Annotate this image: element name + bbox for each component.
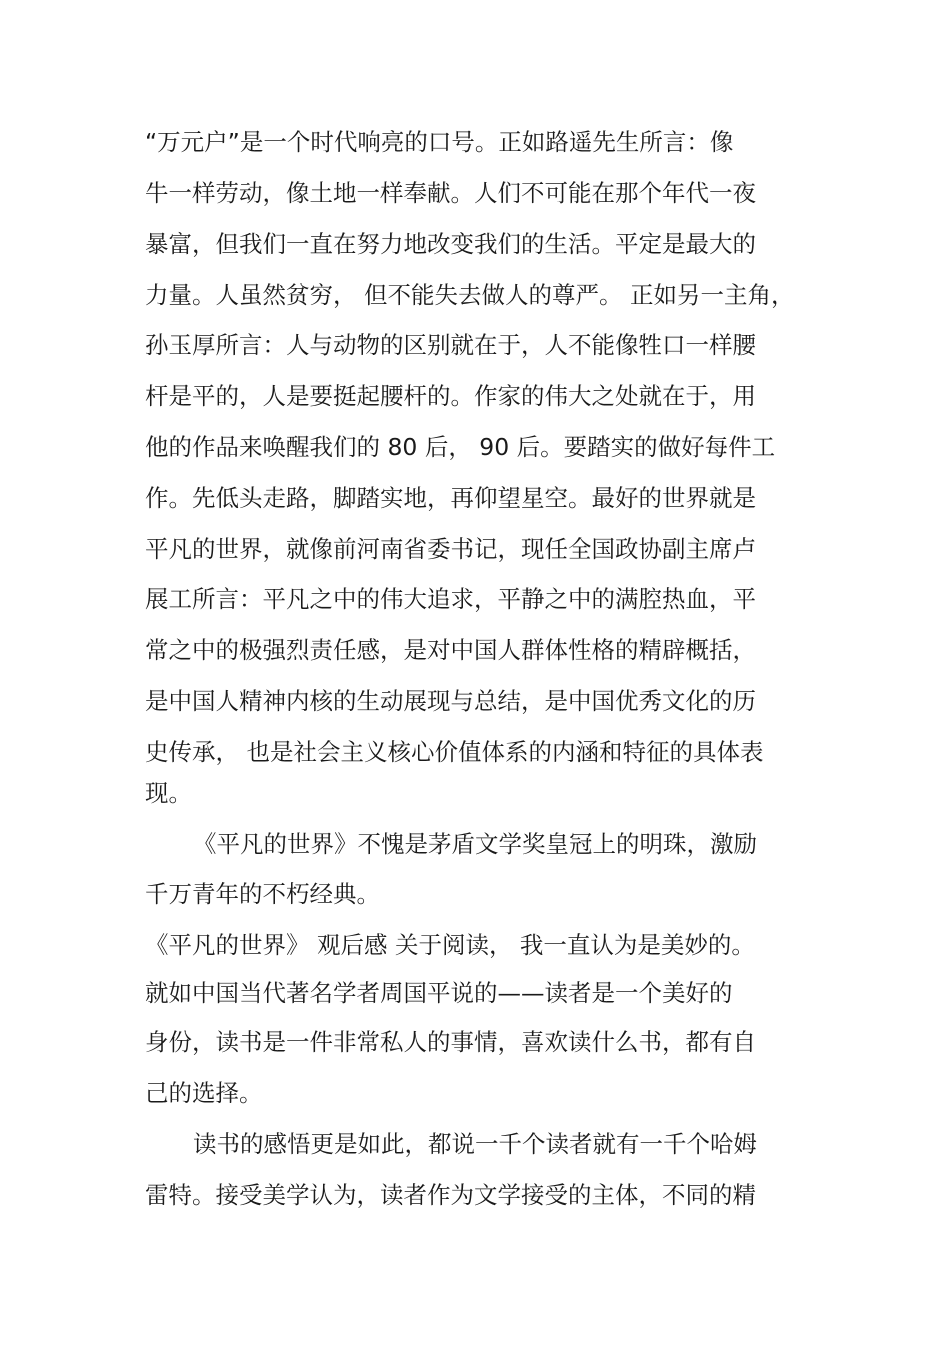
text-line: 孙玉厚所言：人与动物的区别就在于，人不能像牲口一样腰 — [145, 331, 756, 359]
text-line: 平凡的世界，就像前河南省委书记，现任全国政协副主席卢 — [145, 535, 756, 563]
text-line: 暴富，但我们一直在努力地改变我们的生活。平定是最大的 — [145, 230, 756, 258]
text-line: 是中国人精神内核的生动展现与总结，是中国优秀文化的历 — [145, 687, 756, 715]
text-line: 力量。人虽然贫穷， 但不能失去做人的尊严。 正如另一主角， — [145, 281, 795, 309]
paragraph-first-line: 读书的感悟更是如此，都说一千个读者就有一千个哈姆 — [193, 1130, 757, 1158]
text-line: 现。 — [145, 779, 192, 807]
paragraph-first-line: 《平凡的世界》不愧是茅盾文学奖皇冠上的明珠，激励 — [193, 830, 757, 858]
text-line: 千万青年的不朽经典。 — [145, 880, 380, 908]
section-heading-line: 《平凡的世界》 观后感 关于阅读， 我一直认为是美妙的。 — [145, 931, 755, 959]
text-line: 作。先低头走路，脚踏实地，再仰望星空。最好的世界就是 — [145, 484, 756, 512]
text-line: 展工所言：平凡之中的伟大追求，平静之中的满腔热血，平 — [145, 585, 756, 613]
text-line: 牛一样劳动，像土地一样奉献。人们不可能在那个年代一夜 — [145, 179, 756, 207]
text-line: 他的作品来唤醒我们的 80 后， 90 后。要踏实的做好每件工 — [145, 433, 776, 461]
text-line: 史传承， 也是社会主义核心价值体系的内涵和特征的具体表 — [145, 738, 764, 766]
text-line: 己的选择。 — [145, 1079, 263, 1107]
text-line: 常之中的极强烈责任感，是对中国人群体性格的精辟概括， — [145, 636, 756, 664]
text-line: 身份，读书是一件非常私人的事情，喜欢读什么书，都有自 — [145, 1028, 756, 1056]
text-line: 雷特。接受美学认为，读者作为文学接受的主体，不同的精 — [145, 1181, 756, 1209]
text-line: 就如中国当代著名学者周国平说的——读者是一个美好的 — [145, 979, 733, 1007]
text-line: “万元户”是一个时代响亮的口号。正如路遥先生所言：像 — [145, 128, 734, 156]
text-line: 杆是平的，人是要挺起腰杆的。作家的伟大之处就在于，用 — [145, 382, 756, 410]
